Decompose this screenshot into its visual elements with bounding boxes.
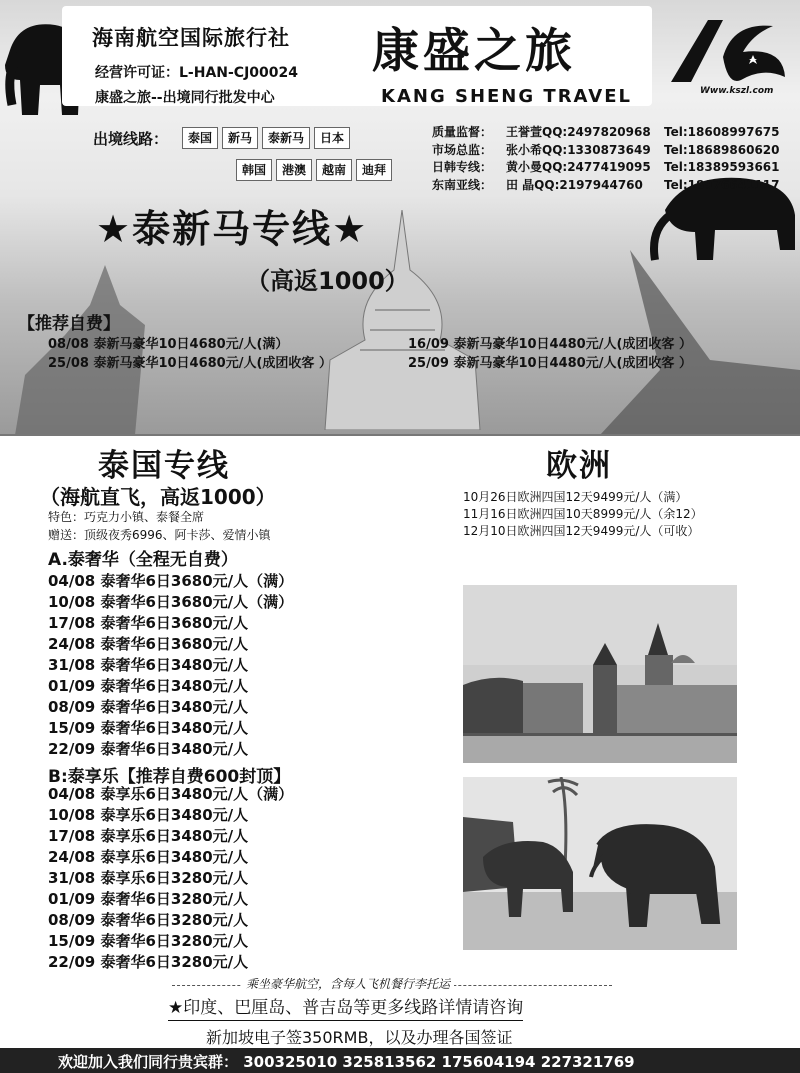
tour-item: 01/09 泰奢华6日3280元/人 bbox=[48, 890, 249, 908]
tour-item: 01/09 泰奢华6日3480元/人 bbox=[48, 677, 249, 695]
tour-item: 12月10日欧洲四国12天9499元/人（可收） bbox=[463, 524, 700, 538]
tour-item: 24/08 泰享乐6日3480元/人 bbox=[48, 848, 249, 866]
routes-label: 出境线路： bbox=[93, 130, 169, 148]
tsm-rebate: （高返1000） bbox=[246, 267, 409, 295]
logo-url: Www.kszl.com bbox=[700, 86, 774, 96]
more-routes[interactable]: ★印度、巴厘岛、普吉岛等更多线路详情请咨询 bbox=[168, 996, 523, 1021]
tour-item: 10/08 泰享乐6日3480元/人 bbox=[48, 806, 249, 824]
brand-english: KANG SHENG TRAVEL bbox=[381, 86, 632, 107]
thailand-b-title: B:泰享乐【推荐自费600封顶】 bbox=[48, 767, 291, 787]
tour-item: 04/08 泰享乐6日3480元/人（满） bbox=[48, 785, 294, 803]
route-chip[interactable]: 迪拜 bbox=[356, 159, 392, 181]
tour-item: 08/09 泰奢华6日3480元/人 bbox=[48, 698, 249, 716]
tsm-recommend-title: 【推荐自费】 bbox=[18, 314, 120, 334]
tour-item: 25/09 泰新马豪华10日4480元/人(成团收客 ） bbox=[408, 356, 692, 371]
contact-tel: Tel:18976641117 bbox=[664, 177, 780, 192]
contact-role: 市场总监： bbox=[432, 142, 493, 157]
routes-row-1 bbox=[182, 127, 350, 149]
contact-role: 日韩专线： bbox=[432, 160, 493, 174]
route-chip[interactable]: 越南 bbox=[316, 159, 352, 181]
contact-qq: 田 晶QQ:2197944760 bbox=[506, 177, 643, 192]
route-chip[interactable]: 新马 bbox=[222, 127, 258, 149]
thailand-subtitle: （海航直飞，高返1000） bbox=[40, 485, 276, 509]
tour-item: 17/08 泰享乐6日3480元/人 bbox=[48, 827, 249, 845]
footer-group-numbers: 欢迎加入我们同行贵宾群： 300325010 325813562 175604194 227321769 bbox=[58, 1053, 635, 1071]
tour-item: 31/08 泰享乐6日3280元/人 bbox=[48, 869, 249, 887]
tour-item: 08/09 泰奢华6日3280元/人 bbox=[48, 911, 249, 929]
contact-row bbox=[432, 142, 780, 160]
routes-row-2 bbox=[236, 159, 392, 181]
contact-qq: 王誉萱QQ:2497820968 bbox=[506, 125, 651, 139]
contact-qq: 张小希QQ:1330873649 bbox=[506, 142, 651, 157]
thailand-feature: 特色：巧克力小镇、泰餐全席 bbox=[48, 510, 205, 524]
thailand-a-title: A.泰奢华（全程无自费） bbox=[48, 550, 238, 570]
route-chip[interactable]: 泰国 bbox=[182, 127, 218, 149]
brand-title: 康盛之旅 bbox=[372, 24, 576, 79]
tour-item: 10/08 泰奢华6日3680元/人（满） bbox=[48, 593, 294, 611]
slogan: 乘坐豪华航空，含每人飞机餐行李托运 bbox=[242, 975, 454, 992]
route-chip[interactable]: 泰新马 bbox=[262, 127, 310, 149]
tour-item: 08/08 泰新马豪华10日4680元/人(满） bbox=[48, 337, 289, 352]
tour-item: 15/09 泰奢华6日3280元/人 bbox=[48, 932, 249, 950]
license-number: 经营许可证：L-HAN-CJ00024 bbox=[95, 65, 298, 81]
contact-row bbox=[432, 159, 780, 177]
tour-item: 11月16日欧洲四国10天8999元/人（余12） bbox=[463, 507, 703, 521]
tour-item: 24/08 泰奢华6日3680元/人 bbox=[48, 635, 249, 653]
section-divider bbox=[0, 434, 800, 436]
route-chip[interactable]: 韩国 bbox=[236, 159, 272, 181]
agency-name: 海南航空国际旅行社 bbox=[92, 26, 290, 50]
tour-item: 22/09 泰奢华6日3480元/人 bbox=[48, 740, 249, 758]
tour-item: 22/09 泰奢华6日3280元/人 bbox=[48, 953, 249, 971]
contact-role: 质量监督： bbox=[432, 125, 493, 139]
contact-tel: Tel:18389593661 bbox=[664, 160, 780, 174]
europe-title: 欧洲 bbox=[546, 448, 612, 484]
thailand-b-list bbox=[48, 784, 293, 973]
thailand-a-list bbox=[48, 571, 293, 760]
tour-item: 15/09 泰奢华6日3480元/人 bbox=[48, 719, 249, 737]
route-chip[interactable]: 港澳 bbox=[276, 159, 312, 181]
elephants-photo bbox=[463, 777, 737, 950]
europe-list bbox=[463, 489, 703, 540]
tsm-left-list bbox=[48, 335, 332, 373]
contact-tel: Tel:18608997675 bbox=[664, 125, 780, 139]
route-chip[interactable]: 日本 bbox=[314, 127, 350, 149]
tour-item: 04/08 泰奢华6日3680元/人（满） bbox=[48, 572, 294, 590]
tour-item: 16/09 泰新马豪华10日4480元/人(成团收客 ） bbox=[408, 337, 692, 352]
contact-role: 东南亚线： bbox=[432, 177, 493, 192]
tour-item: 17/08 泰奢华6日3680元/人 bbox=[48, 614, 249, 632]
tour-item: 25/08 泰新马豪华10日4680元/人(成团收客 ） bbox=[48, 356, 332, 371]
contact-tel: Tel:18689860620 bbox=[664, 142, 780, 157]
tour-item: 10月26日欧洲四国12天9499元/人（满） bbox=[463, 490, 688, 504]
contact-row bbox=[432, 177, 780, 195]
tsm-right-list bbox=[408, 335, 692, 373]
prague-photo bbox=[463, 585, 737, 763]
tsm-headline: ★泰新马专线★ bbox=[96, 207, 369, 251]
contact-list bbox=[432, 124, 780, 194]
tour-item: 31/08 泰奢华6日3480元/人 bbox=[48, 656, 249, 674]
thailand-gift: 赠送：顶级夜秀6996、阿卡莎、爱情小镇 bbox=[48, 528, 271, 542]
visa-info: 新加坡电子签350RMB，以及办理各国签证 bbox=[206, 1028, 513, 1047]
thailand-title: 泰国专线 bbox=[98, 448, 230, 484]
tagline: 康盛之旅--出境同行批发中心 bbox=[95, 90, 275, 106]
contact-row bbox=[432, 124, 780, 142]
contact-qq: 黄小曼QQ:2477419095 bbox=[506, 160, 651, 174]
